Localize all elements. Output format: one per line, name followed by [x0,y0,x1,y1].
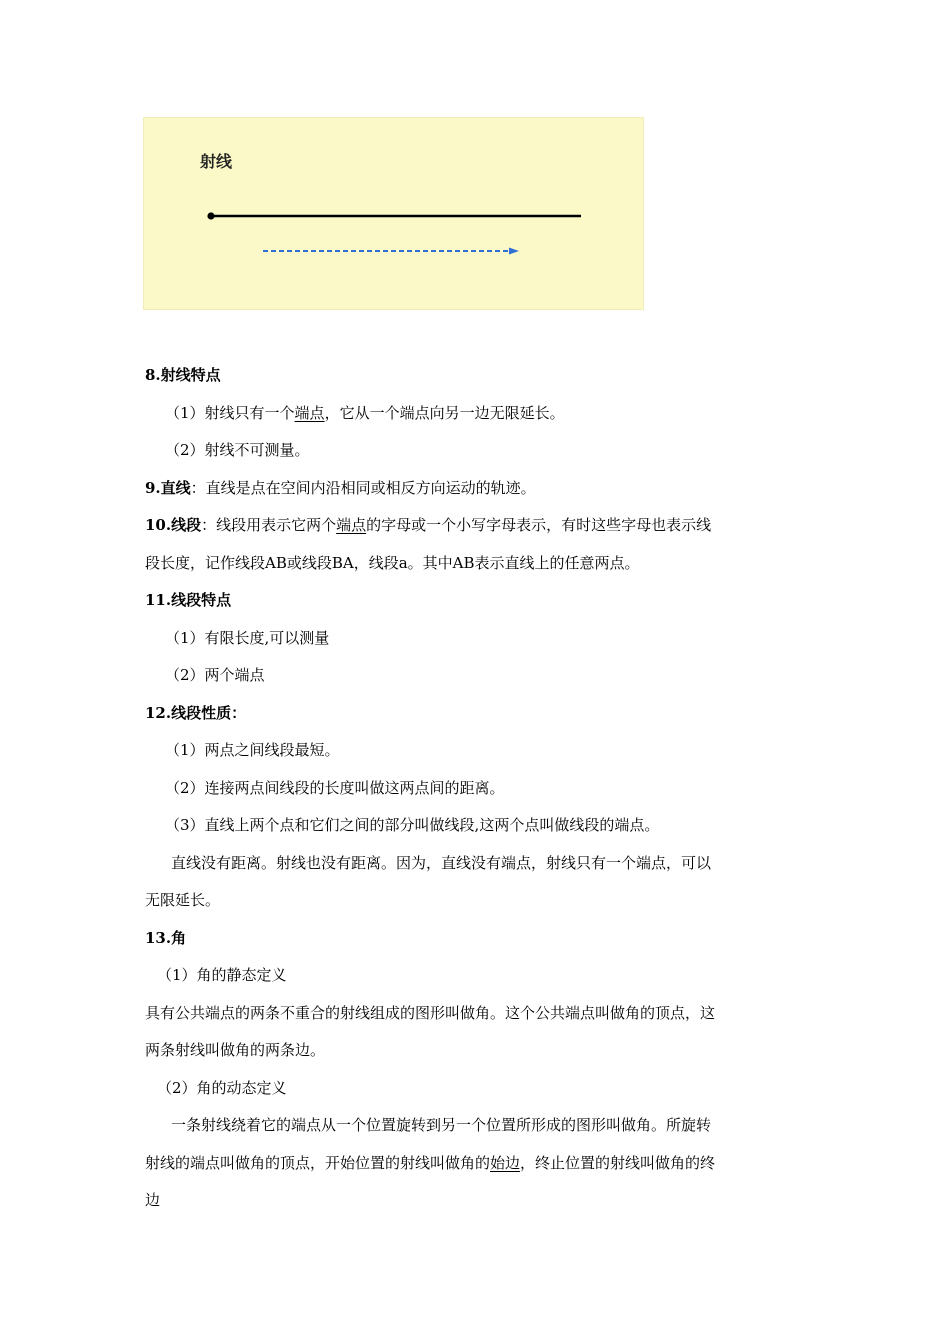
section-13-sub-2: （2）角的动态定义 [157,1078,287,1097]
section-8-heading: 8.射线特点 [145,366,221,384]
section-12-item-3: （3）直线上两个点和它们之间的部分叫做线段,这两个点叫做线段的端点。 [165,816,660,834]
document-body [145,357,810,1220]
direction-arrow-head [509,248,519,255]
section-13-def-1-line-1: 具有公共端点的两条不重合的射线组成的图形叫做角。这个公共端点叫做角的顶点，这 [145,1003,716,1022]
section-9-heading: 9.直线 [145,478,191,497]
section-9: 9.直线：直线是点在空间内沿相同或相反方向运动的轨迹。 [145,478,536,497]
section-12-note-line-2: 无限延长。 [145,891,221,909]
section-11-item-2: （2）两个端点 [165,666,265,684]
section-10-heading: 10.线段 [145,516,202,534]
section-13-def-1-line-2: 两条射线叫做角的两条边。 [145,1041,326,1059]
section-12-note-line-1: 直线没有距离。射线也没有距离。因为，直线没有端点，射线只有一个端点，可以 [171,853,712,872]
section-10-line-2: 段长度，记作线段AB或线段BA，线段a。其中AB表示直线上的任意两点。 [145,553,640,572]
ray-diagram [143,117,644,310]
section-13-sub-1: （1）角的静态定义 [157,966,287,984]
section-12-item-1: （1）两点之间线段最短。 [165,741,340,759]
initial-side-link[interactable]: 始边 [490,1153,521,1172]
section-13-def-2-line-3: 边 [145,1191,161,1209]
section-10-line-1: 10.线段：线段用表示它两个端点的字母或一个小写字母表示，有时这些字母也表示线 [145,516,712,534]
section-11-heading: 11.线段特点 [145,591,232,609]
section-8-item-1: （1）射线只有一个端点，它从一个端点向另一边无限延长。 [165,403,565,422]
endpoint-link[interactable]: 端点 [336,516,367,534]
section-11-item-1: （1）有限长度,可以测量 [165,628,330,647]
section-13-def-2-line-2: 射线的端点叫做角的顶点，开始位置的射线叫做角的始边，终止位置的射线叫做角的终 [145,1153,716,1172]
figure-label: 射线 [200,152,233,171]
section-8-item-2: （2）射线不可测量。 [165,441,310,459]
ray-figure [143,117,644,310]
section-12-heading: 12.线段性质： [145,703,247,722]
endpoint-link[interactable]: 端点 [294,403,325,422]
section-12-item-2: （2）连接两点间线段的长度叫做这两点间的距离。 [165,778,505,797]
section-13-def-2-line-1: 一条射线绕着它的端点从一个位置旋转到另一个位置所形成的图形叫做角。所旋转 [171,1116,712,1134]
section-13-heading: 13.角 [145,928,187,947]
